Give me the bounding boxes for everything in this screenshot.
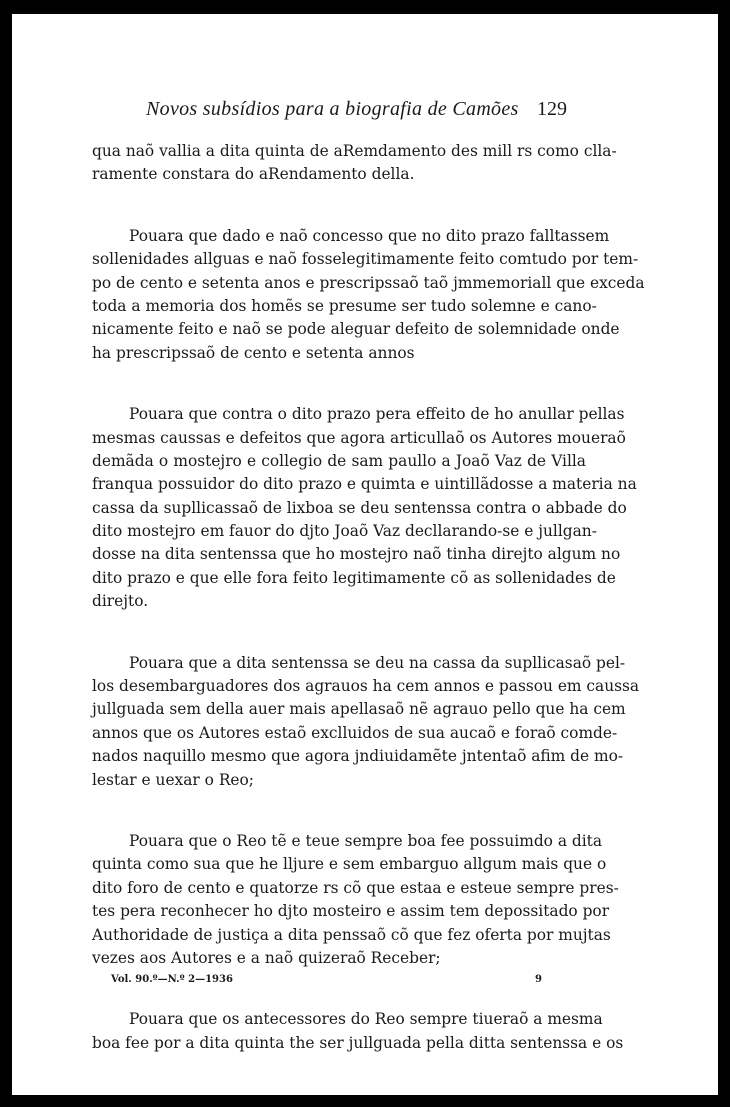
text-line: mesmas caussas e defeitos que agora articullaõ os Autores moueraõ — [92, 428, 626, 447]
paragraph — [92, 225, 645, 365]
text-line: Pouara que dado e naõ concesso que no dito prazo falltassem — [129, 226, 610, 245]
text-line: Pouara que os antecessores do Reo sempre tiueraõ a mesma — [129, 1010, 603, 1029]
text-line: ramente constara do aRendamento della. — [92, 165, 415, 184]
text-line: dito mostejro em fauor do djto Joaõ Vaz decllarando-se e jullgan- — [92, 522, 597, 541]
text-line: nicamente feito e naõ se pode aleguar defeito de solemnidade onde — [92, 320, 620, 339]
signature-mark: 9 — [535, 974, 542, 985]
text-line: qua naõ vallia a dita quinta de aRemdamento des mill rs como clla- — [92, 142, 617, 160]
volume-info: Vol. 90.º—N.º 2—1936 — [111, 974, 233, 985]
paragraph — [92, 140, 617, 187]
text-line: quinta como sua que he lljure e sem embarguo allgum mais que o — [92, 855, 607, 874]
text-line: sollenidades allguas e naõ fosselegitimamente feito comtudo por tem- — [92, 250, 639, 269]
text-line: cassa da supllicassaõ de lixboa se deu sentenssa contra o abbade do — [92, 498, 627, 517]
paragraph — [92, 652, 640, 792]
text-line: Pouara que contra o dito prazo pera effeito de ho anullar pellas — [129, 405, 625, 424]
text-line: tes pera reconhecer ho djto mosteiro e assim tem depossitado por — [92, 902, 610, 921]
paragraph — [92, 403, 637, 614]
text-line: dito foro de cento e quatorze rs cõ que estaa e esteue sempre pres- — [92, 878, 619, 897]
text-line: dosse na dita sentenssa que ho mostejro naõ tinha direjto algum no — [92, 545, 621, 564]
text-line: annos que os Autores estaõ exclluidos de sua aucaõ e foraõ comde- — [92, 723, 618, 742]
paragraph — [92, 1008, 624, 1055]
text-line: toda a memoria dos homẽs se presume ser tudo solemne e cano- — [92, 296, 597, 315]
text-line: dito prazo e que elle fora feito legitimamente cõ as sollenidades de — [92, 568, 616, 587]
paragraph — [92, 830, 619, 970]
text-line: Pouara que o Reo tẽ e teue sempre boa fee possuimdo a dita — [129, 831, 603, 850]
book-page — [12, 14, 718, 1095]
text-line: demãda o mostejro e collegio de sam paullo a Joaõ Vaz de Villa — [92, 451, 586, 470]
body-text — [92, 140, 645, 1093]
running-title: Novos subsídios para a biografia de Camões — [146, 98, 519, 120]
text-line: vezes aos Autores e a naõ quizeraõ Receber; — [92, 948, 441, 967]
text-line: ha prescripssaõ de cento e setenta annos — [92, 343, 415, 362]
text-line: Authoridade de justiça a dita penssaõ cõ que fez oferta por mujtas — [92, 925, 611, 944]
text-line: lestar e uexar o Reo; — [92, 770, 254, 789]
text-line: jullguada sem della auer mais apellasaõ nẽ agrauo pello que ha cem — [92, 700, 626, 719]
running-head — [12, 98, 718, 126]
text-line: Pouara que a dita sentenssa se deu na cassa da supllicasaõ pel- — [129, 653, 626, 672]
text-line: los desembarguadores dos agrauos ha cem annos e passou em caussa — [92, 677, 640, 696]
text-line: franqua possuidor do dito prazo e quimta e uintillãdosse a materia na — [92, 475, 637, 494]
text-line: boa fee por a dita quinta the ser jullguada pella ditta sentenssa e os — [92, 1033, 624, 1052]
text-line: direjto. — [92, 592, 149, 611]
text-line: po de cento e setenta anos e prescripssaõ taõ jmmemoriall que exceda — [92, 273, 645, 292]
page-number: 129 — [537, 98, 567, 120]
text-line: nados naquillo mesmo que agora jndiuidamẽte jntentaõ afim de mo- — [92, 747, 624, 766]
